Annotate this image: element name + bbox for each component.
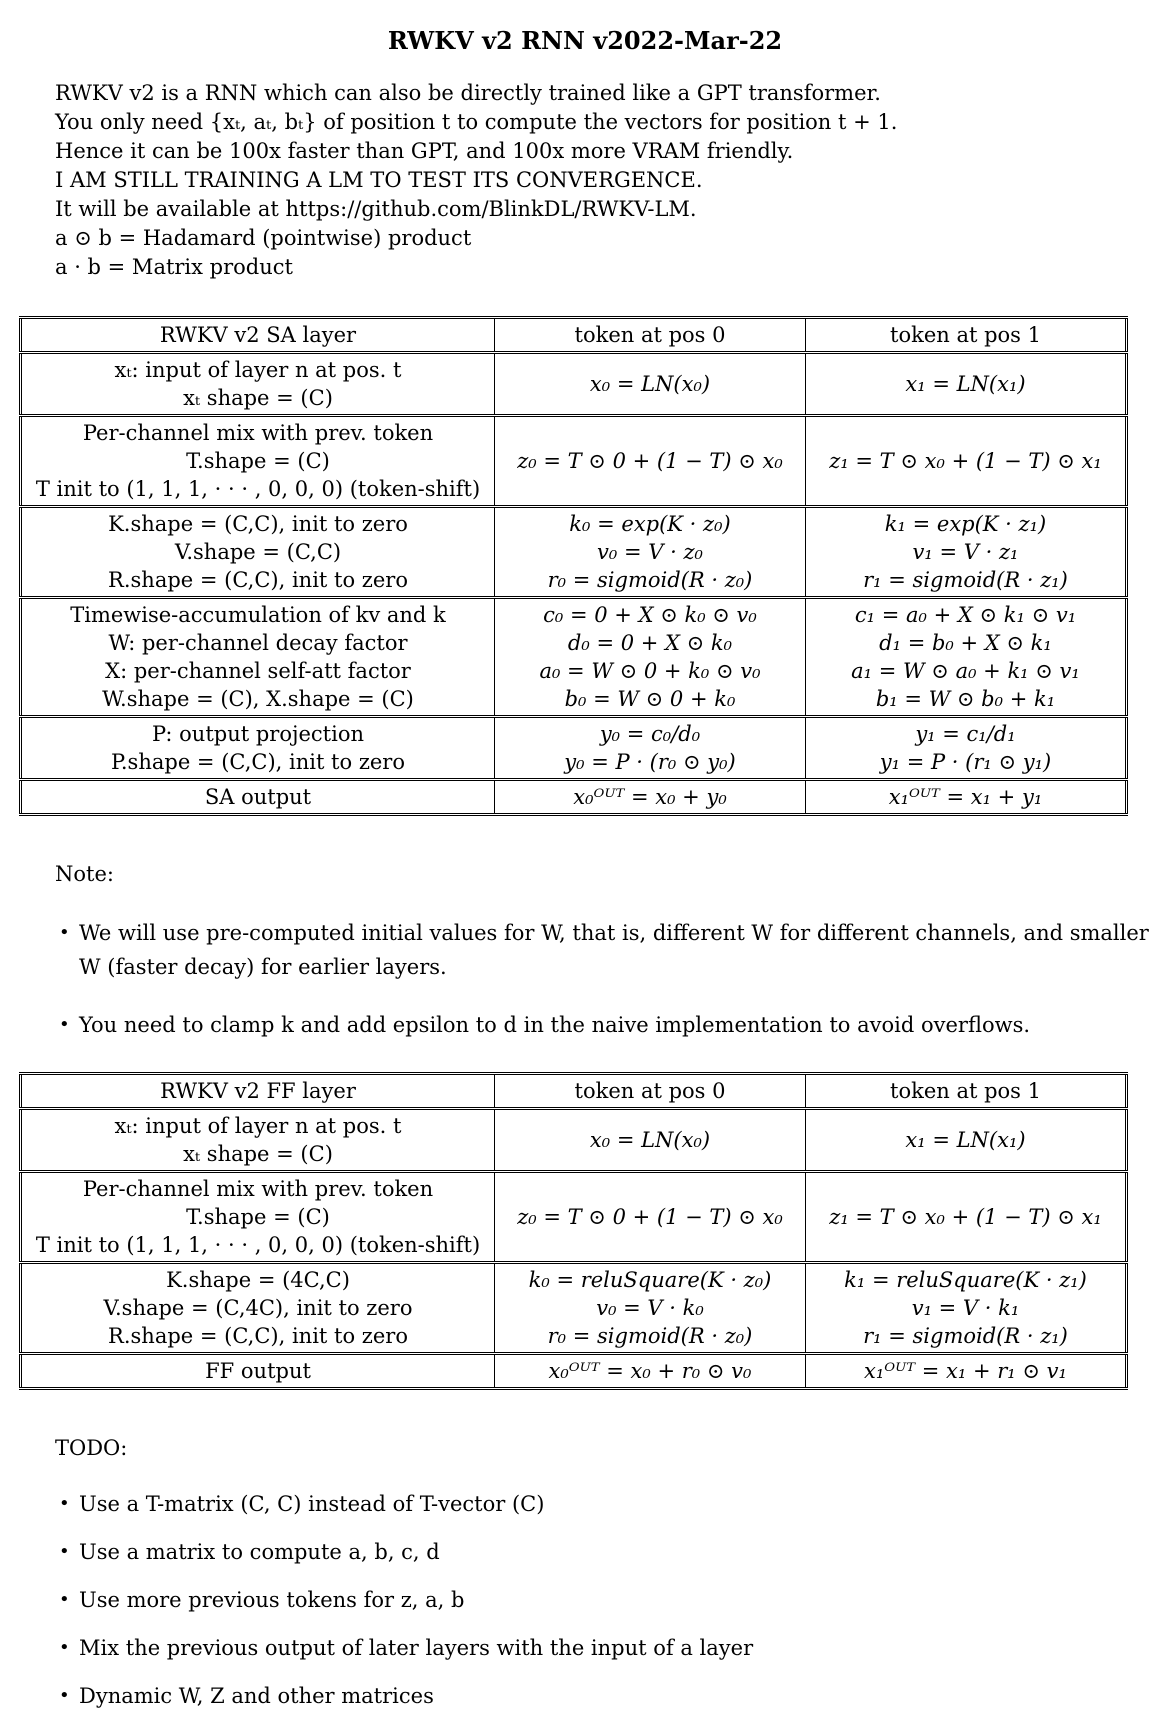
desc-line: T.shape = (C): [186, 449, 330, 473]
ff-row-kvr: [21, 1263, 1127, 1354]
formula-line: b₁ = W ⊙ b₀ + k₁: [875, 687, 1056, 711]
formula-line: x₁ᴼᵁᵀ = x₁ + y₁: [888, 785, 1043, 809]
intro-line: a ⊙ b = Hadamard (pointwise) product: [55, 226, 472, 250]
ff-row-output: [21, 1354, 1127, 1389]
desc-line: P: output projection: [152, 722, 364, 746]
formula-line: k₁ = exp(K · z₁): [884, 512, 1047, 536]
formula-line: y₀ = P · (r₀ ⊙ y₀): [564, 750, 736, 774]
desc-cell: [21, 507, 495, 598]
intro-line-link: It will be available at https://github.com/BlinkDL/RWKV-LM.: [55, 197, 697, 221]
pos0-cell: [495, 780, 806, 815]
formula-line: v₀ = V · z₀: [597, 540, 703, 564]
desc-line: FF output: [205, 1359, 311, 1383]
formula-line: a₀ = W ⊙ 0 + k₀ ⊙ v₀: [539, 659, 761, 683]
desc-line: X: per-channel self-att factor: [105, 659, 411, 683]
desc-cell: [21, 1172, 495, 1263]
note-heading: Note:: [55, 862, 114, 886]
todo-list: [0, 1490, 1170, 1710]
formula-line: y₁ = P · (r₁ ⊙ y₁): [879, 750, 1052, 774]
desc-line: T init to (1, 1, 1, · · · , 0, 0, 0) (token-shift): [35, 477, 481, 501]
desc-line: V.shape = (C,4C), init to zero: [103, 1296, 413, 1320]
sa-table-header-pos0: token at pos 0: [495, 318, 806, 353]
todo-bullet: • Use a matrix to compute a, b, c, d: [58, 1538, 1156, 1566]
pos1-cell: [806, 1172, 1127, 1263]
formula-line: z₀ = T ⊙ 0 + (1 − T) ⊙ x₀: [517, 449, 783, 473]
formula-line: d₁ = b₀ + X ⊙ k₁: [879, 631, 1052, 655]
pos1-cell: [806, 507, 1127, 598]
todo-heading: TODO:: [55, 1436, 128, 1460]
pos1-cell: [806, 1263, 1127, 1354]
desc-line: V.shape = (C,C): [174, 540, 342, 564]
sa-table-header-row: [21, 318, 1127, 353]
pos1-cell: [806, 598, 1127, 717]
desc-cell: [21, 1109, 495, 1172]
desc-line: xₜ: input of layer n at pos. t: [114, 358, 402, 382]
desc-line: xₜ shape = (C): [183, 1142, 333, 1166]
sa-row-output: [21, 780, 1127, 815]
formula-line: b₀ = W ⊙ 0 + k₀: [564, 687, 736, 711]
formula-line: z₀ = T ⊙ 0 + (1 − T) ⊙ x₀: [517, 1205, 783, 1229]
formula-line: c₀ = 0 + X ⊙ k₀ ⊙ v₀: [543, 603, 757, 627]
page-title: RWKV v2 RNN v2022-Mar-22: [387, 26, 783, 55]
desc-line: T init to (1, 1, 1, · · · , 0, 0, 0) (token-shift): [35, 1233, 481, 1257]
pos0-cell: [495, 353, 806, 416]
sa-row-mix: [21, 416, 1127, 507]
sa-table-header-layer: RWKV v2 SA layer: [21, 318, 495, 353]
desc-cell: [21, 353, 495, 416]
formula-line: x₀ᴼᵁᵀ = x₀ + y₀: [573, 785, 727, 809]
pos0-cell: [495, 416, 806, 507]
formula-line: v₁ = V · k₁: [911, 1296, 1020, 1320]
desc-line: xₜ shape = (C): [183, 386, 333, 410]
pos0-cell: [495, 1354, 806, 1389]
formula-line: y₁ = c₁/d₁: [915, 722, 1016, 746]
formula-line: r₁ = sigmoid(R · z₁): [863, 1324, 1068, 1348]
desc-cell: [21, 1263, 495, 1354]
desc-line: W.shape = (C), X.shape = (C): [102, 687, 414, 711]
pos0-cell: [495, 1263, 806, 1354]
note-bullet: • You need to clamp k and add epsilon to d in the naive implementation to avoid overflows.: [58, 1008, 1156, 1042]
intro-line: You only need {xₜ, aₜ, bₜ} of position t to compute the vectors for position t + 1.: [55, 110, 898, 134]
desc-line: Per-channel mix with prev. token: [82, 421, 434, 445]
desc-line: T.shape = (C): [186, 1205, 330, 1229]
ff-table: [19, 1072, 1128, 1390]
desc-cell: [21, 1354, 495, 1389]
desc-line: xₜ: input of layer n at pos. t: [114, 1114, 402, 1138]
ff-table-header-layer: RWKV v2 FF layer: [21, 1074, 495, 1109]
desc-line: K.shape = (4C,C): [166, 1268, 350, 1292]
formula-line: a₁ = W ⊙ a₀ + k₁ ⊙ v₁: [851, 659, 1080, 683]
document-page: [0, 26, 1170, 1710]
todo-bullet: • Mix the previous output of later layers with the input of a layer: [58, 1634, 1156, 1662]
desc-line: P.shape = (C,C), init to zero: [111, 750, 405, 774]
formula-line: r₁ = sigmoid(R · z₁): [863, 568, 1068, 592]
todo-bullet: • Dynamic W, Z and other matrices: [58, 1682, 1156, 1710]
intro-line: Hence it can be 100x faster than GPT, and 100x more VRAM friendly.: [55, 139, 794, 163]
sa-table: [19, 316, 1128, 816]
formula-line: z₁ = T ⊙ x₀ + (1 − T) ⊙ x₁: [829, 449, 1102, 473]
pos0-cell: [495, 717, 806, 780]
formula-line: z₁ = T ⊙ x₀ + (1 − T) ⊙ x₁: [829, 1205, 1102, 1229]
desc-cell: [21, 598, 495, 717]
formula-line: d₀ = 0 + X ⊙ k₀: [567, 631, 733, 655]
sa-table-header-pos1: token at pos 1: [806, 318, 1127, 353]
formula-line: y₀ = c₀/d₀: [599, 722, 701, 746]
formula-line: x₀ = LN(x₀): [589, 1128, 711, 1152]
sa-row-accum: [21, 598, 1127, 717]
pos1-cell: [806, 1354, 1127, 1389]
todo-bullet: • Use more previous tokens for z, a, b: [58, 1586, 1156, 1614]
intro-line: I AM STILL TRAINING A LM TO TEST ITS CONVERGENCE.: [55, 168, 703, 192]
formula-line: c₁ = a₀ + X ⊙ k₁ ⊙ v₁: [854, 603, 1077, 627]
desc-cell: [21, 780, 495, 815]
sa-row-input: [21, 353, 1127, 416]
pos1-cell: [806, 1109, 1127, 1172]
todo-bullet: • Use a T-matrix (C, C) instead of T-vector (C): [58, 1490, 1156, 1518]
ff-table-header-pos1: token at pos 1: [806, 1074, 1127, 1109]
formula-line: x₀ = LN(x₀): [589, 372, 711, 396]
note-list: [0, 916, 1170, 1042]
formula-line: k₁ = reluSquare(K · z₁): [844, 1268, 1087, 1292]
desc-line: R.shape = (C,C), init to zero: [108, 1324, 408, 1348]
pos1-cell: [806, 717, 1127, 780]
intro-line: RWKV v2 is a RNN which can also be directly trained like a GPT transformer.: [55, 81, 881, 105]
formula-line: r₀ = sigmoid(R · z₀): [547, 1324, 753, 1348]
pos0-cell: [495, 598, 806, 717]
ff-table-header-row: [21, 1074, 1127, 1109]
pos1-cell: [806, 780, 1127, 815]
desc-cell: [21, 717, 495, 780]
formula-line: r₀ = sigmoid(R · z₀): [547, 568, 753, 592]
ff-table-header-pos0: token at pos 0: [495, 1074, 806, 1109]
desc-line: W: per-channel decay factor: [108, 631, 408, 655]
desc-line: R.shape = (C,C), init to zero: [108, 568, 408, 592]
desc-line: Per-channel mix with prev. token: [82, 1177, 434, 1201]
ff-row-mix: [21, 1172, 1127, 1263]
pos0-cell: [495, 1172, 806, 1263]
pos1-cell: [806, 416, 1127, 507]
formula-line: v₀ = V · k₀: [596, 1296, 704, 1320]
desc-cell: [21, 416, 495, 507]
sa-row-kvr: [21, 507, 1127, 598]
desc-line: K.shape = (C,C), init to zero: [108, 512, 408, 536]
formula-line: k₀ = reluSquare(K · z₀): [528, 1268, 772, 1292]
formula-line: x₁ = LN(x₁): [905, 372, 1026, 396]
desc-line: Timewise-accumulation of kv and k: [70, 603, 446, 627]
formula-line: x₁ᴼᵁᵀ = x₁ + r₁ ⊙ v₁: [864, 1359, 1067, 1383]
note-bullet: • We will use pre-computed initial values for W, that is, different W for different channels, and smaller W (faster decay) for earlier layers.: [58, 916, 1156, 984]
intro-line: a · b = Matrix product: [55, 255, 293, 279]
pos0-cell: [495, 507, 806, 598]
intro-paragraph: [55, 79, 1170, 282]
formula-line: v₁ = V · z₁: [912, 540, 1019, 564]
formula-line: k₀ = exp(K · z₀): [569, 512, 731, 536]
desc-line: SA output: [204, 785, 312, 809]
pos1-cell: [806, 353, 1127, 416]
pos0-cell: [495, 1109, 806, 1172]
formula-line: x₀ᴼᵁᵀ = x₀ + r₀ ⊙ v₀: [548, 1359, 752, 1383]
ff-row-input: [21, 1109, 1127, 1172]
formula-line: x₁ = LN(x₁): [905, 1128, 1026, 1152]
sa-row-proj: [21, 717, 1127, 780]
